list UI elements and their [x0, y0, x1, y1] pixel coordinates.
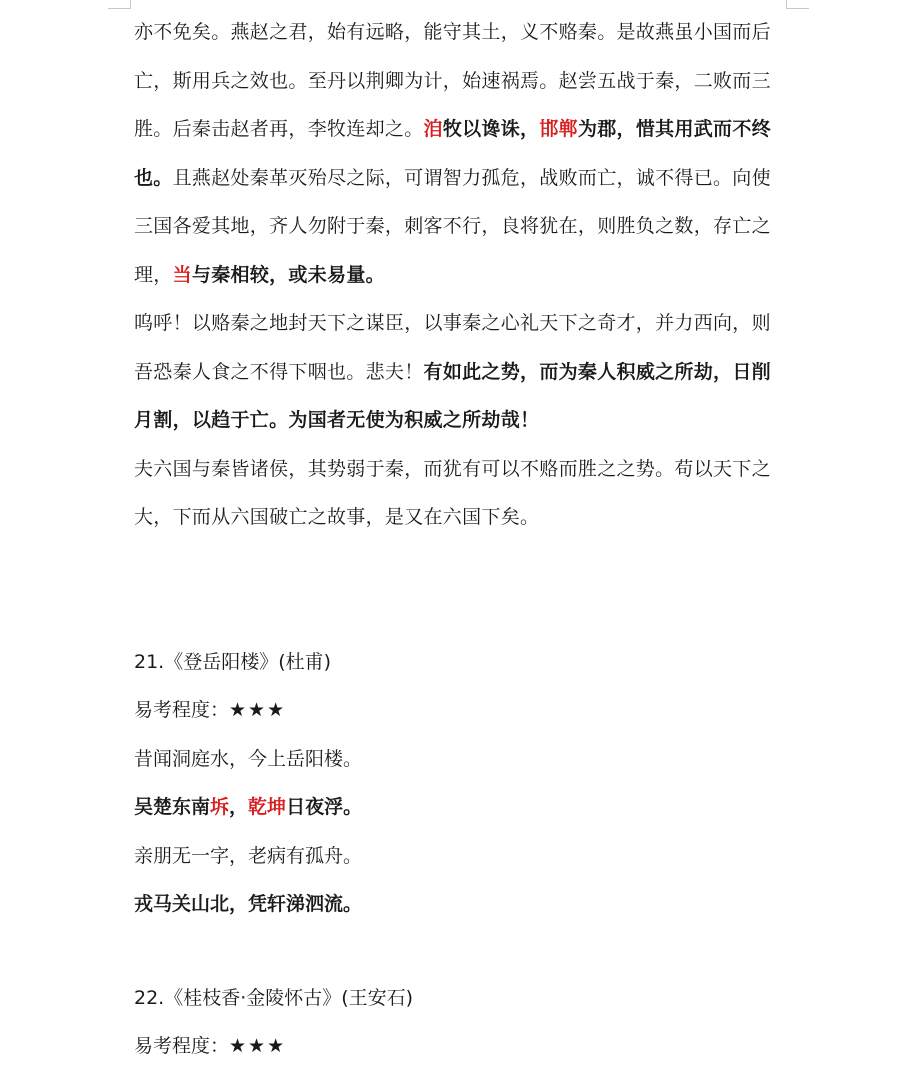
- poem-21-line-4: 戎马关山北，凭轩涕泗流。: [134, 893, 363, 915]
- emphasis-bold-text: 日夜浮。: [286, 796, 363, 818]
- poem-21-line-2: [134, 783, 784, 832]
- emphasis-bold-text: 有如此之势，而为秦人积威之所劫，日削月割，以趋于亡。为国者无使为积威之所劫哉！: [134, 360, 771, 431]
- text-run: 亦不免矣。燕赵之君，始有远略，能守其土，义不赂秦。是故燕虽小国而后亡，斯用兵之效也。至丹以荆卿为计，始速祸焉。赵尝五战于秦，二败而三胜。后秦击赵者再，李牧连却之。: [134, 21, 771, 140]
- emphasis-key-word: 当: [172, 263, 192, 286]
- text-run: 呜呼！以赂秦之地封天下之谋臣，以事秦之心礼天下之奇才，并力西向，则吾恐秦人食之不得下咽也。悲夫！: [134, 312, 771, 383]
- margin-corner-mark-left: [108, 0, 131, 9]
- margin-corner-mark-right: [786, 0, 809, 9]
- emphasis-bold-text: 吴楚东南: [134, 796, 211, 818]
- passage-paragraph-3: [134, 445, 784, 542]
- emphasis-bold-text: ，: [229, 796, 249, 818]
- passage-paragraph-1: [134, 8, 784, 299]
- difficulty-stars: ★★★: [229, 1035, 287, 1057]
- emphasis-key-word: 坼: [210, 796, 230, 818]
- text-run: 夫六国与秦皆诸侯，其势弱于秦，而犹有可以不赂而胜之之势。苟以天下之大，下而从六国破亡之故事，是又在六国下矣。: [134, 457, 771, 528]
- emphasis-bold-text: 为郡，惜其用武而不终也。: [134, 118, 771, 189]
- poem-21-line-3: 亲朋无一字，老病有孤舟。: [134, 844, 363, 867]
- emphasis-key-word: 洎: [423, 118, 443, 140]
- poem-22-difficulty: [134, 1022, 784, 1071]
- text-run: 且燕赵处秦革灭殆尽之际，可谓智力孤危，战败而亡，诚不得已。向使三国各爱其地，齐人勿附于秦，刺客不行，良将犹在，则胜负之数，存亡之理，: [134, 166, 771, 286]
- emphasis-key-word: 乾坤: [248, 796, 287, 818]
- difficulty-label: 易考程度：: [134, 1035, 230, 1057]
- emphasis-key-word: 邯郸: [539, 118, 578, 140]
- poem-22-title: 22.《桂枝香·金陵怀古》(王安石): [134, 986, 414, 1009]
- section-spacer: [134, 542, 784, 638]
- section-spacer: [134, 929, 784, 974]
- difficulty-stars: ★★★: [229, 699, 287, 721]
- emphasis-bold-text: 与秦相较，或未易量。: [191, 263, 385, 286]
- document-content: [134, 8, 784, 1071]
- passage-paragraph-2: [134, 299, 784, 445]
- poem-21-line-1: 昔闻洞庭水，今上岳阳楼。: [134, 747, 363, 770]
- emphasis-bold-text: 牧以谗诛，: [442, 118, 540, 140]
- poem-21-title: 21.《登岳阳楼》(杜甫): [134, 650, 332, 673]
- poem-21-difficulty: [134, 686, 784, 735]
- difficulty-label: 易考程度：: [134, 699, 230, 721]
